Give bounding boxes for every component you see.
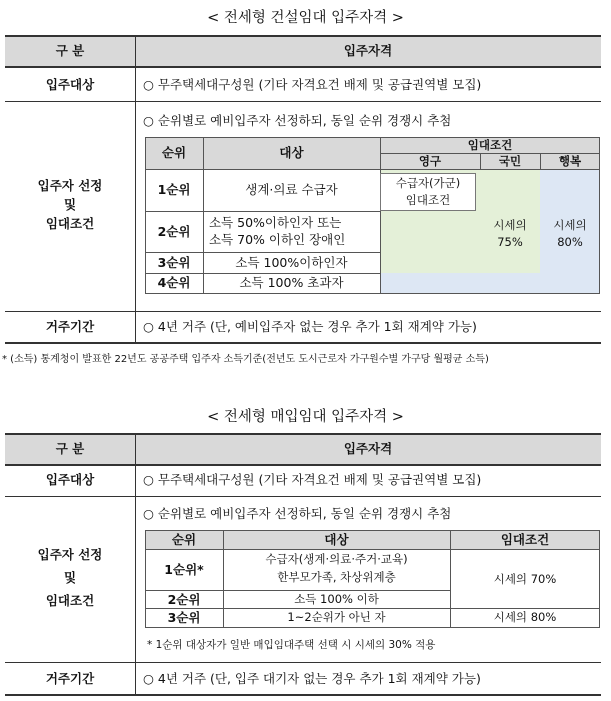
- section1-target-2-line1: 소득 50%이하인자 또는: [209, 215, 342, 230]
- section1-selection-intro: ○ 순위별로 예비입주자 선정하되, 동일 순위 경쟁시 추첨: [143, 113, 452, 128]
- section2-row-divider: [5, 496, 601, 497]
- section2-period-label: 거주기간: [45, 671, 95, 686]
- inner-line: [145, 273, 380, 274]
- section1-h-sub-haengbok: 행복: [558, 154, 582, 168]
- section1-gukmin-line1: 시세의: [493, 218, 527, 232]
- section1-target-2-line2: 소득 70% 이하인 장애인: [209, 232, 346, 247]
- section1-h-sub-yeonggu: 영구: [418, 154, 442, 168]
- inner-line: [145, 169, 600, 170]
- section1-haengbok-line2: 80%: [557, 235, 583, 249]
- inner-line: [145, 549, 600, 550]
- section1-header-col1: 구 분: [55, 43, 85, 58]
- section2-selection-note: * 1순위 대상자가 일반 매입임대주택 선택 시 시세의 30% 적용: [147, 639, 436, 651]
- section2-h-target: 대상: [324, 532, 349, 547]
- section2-cond-12: 시세의 70%: [493, 572, 557, 586]
- section1-blue-area: [380, 273, 540, 293]
- section2-period-text: ○ 4년 거주 (단, 입주 대기자 없는 경우 추가 1회 재계약 가능): [143, 671, 481, 686]
- section1-h-rank: 순위: [161, 145, 187, 160]
- section2-target-label: 입주대상: [45, 472, 95, 487]
- section1-target-3: 소득 100%이하인자: [235, 255, 348, 270]
- inner-line: [145, 211, 380, 212]
- section2-target-1-line2: 한부모가족, 차상위계층: [277, 570, 396, 584]
- section1-target-label: 입주대상: [45, 77, 95, 92]
- section2-selection-label-2: 및: [63, 570, 77, 585]
- section2-target-text: ○ 무주택세대구성원 (기타 자격요건 배제 및 공급권역별 모집): [143, 472, 482, 487]
- section1-bottom-border: [5, 342, 601, 344]
- section2-target-2: 소득 100% 이하: [294, 592, 379, 606]
- section1-rank-4: 4순위: [157, 275, 191, 290]
- section1-h-target: 대상: [279, 145, 304, 160]
- section1-target-1: 생계·의료 수급자: [245, 182, 338, 197]
- section2-cond-3: 시세의 80%: [493, 610, 557, 624]
- section1-footnote: * (소득) 통계청이 발표한 22년도 공공주택 입주자 소득기준(전년도 도시근로자 가구원수별 가구당 월평균 소득): [2, 354, 489, 365]
- section2-title: < 전세형 매입임대 입주자격 >: [207, 409, 404, 425]
- section1-selection-label-3: 임대조건: [45, 216, 95, 231]
- section1-yeonggu-line1: 수급자(가군): [395, 176, 461, 190]
- section1-yeonggu-line2: 임대조건: [405, 193, 451, 207]
- section1-selection-label-2: 및: [63, 197, 77, 212]
- section1-target-4: 소득 100% 초과자: [239, 275, 344, 290]
- section1-header-border: [5, 66, 601, 68]
- section2-rank-2: 2순위: [167, 592, 201, 607]
- section2-header-col1: 구 분: [55, 441, 85, 456]
- section2-selection-intro: ○ 순위별로 예비입주자 선정하되, 동일 순위 경쟁시 추첨: [143, 506, 452, 521]
- section2-header-col2: 입주자격: [343, 441, 393, 456]
- section1-selection-label-1: 입주자 선정: [37, 178, 103, 193]
- section2-bottom-border: [5, 694, 601, 696]
- section2-target-3: 1~2순위가 아닌 자: [287, 610, 386, 624]
- section1-top-border: [5, 35, 601, 37]
- section1-rank-2: 2순위: [157, 224, 191, 239]
- section2-selection-label-1: 입주자 선정: [37, 547, 103, 562]
- section2-target-1-line1: 수급자(생계·의료·주거·교육): [265, 552, 408, 566]
- section1-rank-3: 3순위: [157, 255, 191, 270]
- section1-col-divider: [135, 36, 136, 343]
- section1-row-divider: [5, 101, 601, 102]
- inner-line: [145, 590, 450, 591]
- section2-top-border: [5, 433, 601, 435]
- section1-haengbok-line1: 시세의: [553, 218, 587, 232]
- section1-rank-1: 1순위: [157, 182, 191, 197]
- inner-line: [145, 627, 600, 628]
- section2-h-cond: 임대조건: [500, 532, 550, 547]
- section2-row-divider: [5, 662, 601, 663]
- section2-h-rank: 순위: [171, 532, 197, 547]
- section1-target-text: ○ 무주택세대구성원 (기타 자격요건 배제 및 공급권역별 모집): [143, 77, 482, 92]
- section1-h-cond: 임대조건: [467, 138, 513, 152]
- section2-rank-1: 1순위*: [164, 562, 204, 577]
- section1-header-col2: 입주자격: [343, 43, 393, 58]
- section1-gukmin-line2: 75%: [497, 235, 523, 249]
- section2-rank-3: 3순위: [167, 610, 201, 625]
- section2-header-border: [5, 464, 601, 466]
- section1-period-text: ○ 4년 거주 (단, 예비입주자 없는 경우 추가 1회 재계약 가능): [143, 319, 477, 334]
- section1-title: < 전세형 건설임대 입주자격 >: [207, 10, 404, 26]
- section2-selection-label-3: 임대조건: [45, 593, 95, 608]
- section2-col-divider: [135, 434, 136, 695]
- section1-row-divider: [5, 311, 601, 312]
- section1-h-sub-gukmin: 국민: [498, 154, 522, 168]
- inner-line: [145, 608, 600, 609]
- inner-line: [145, 293, 600, 294]
- inner-line: [145, 252, 380, 253]
- inner-line: [145, 530, 600, 531]
- section1-period-label: 거주기간: [45, 319, 95, 334]
